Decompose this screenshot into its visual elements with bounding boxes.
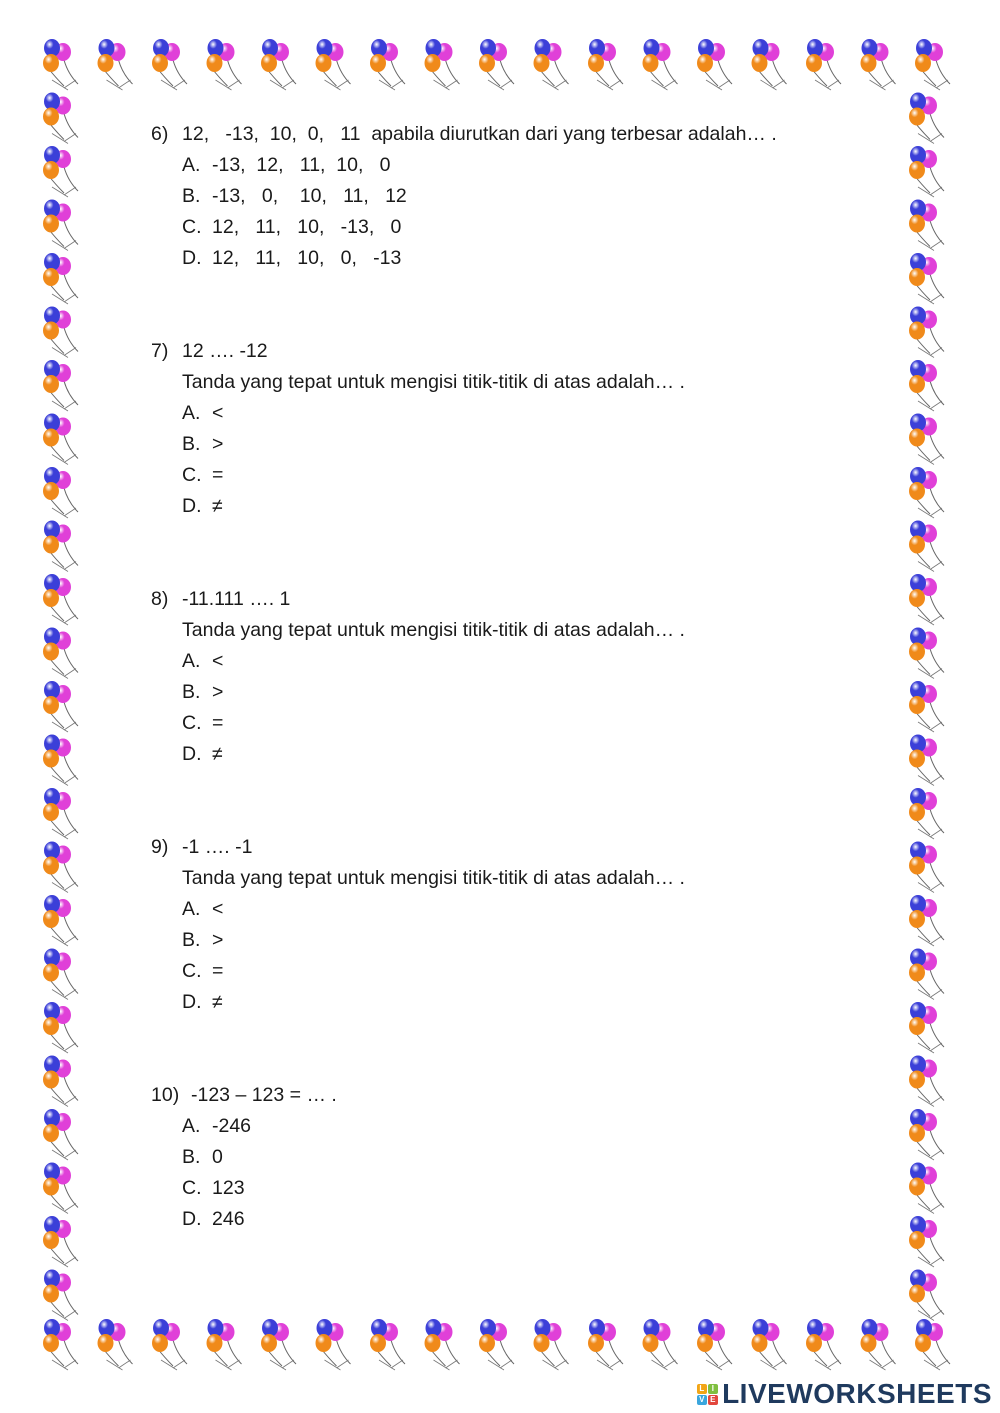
option-letter: B. xyxy=(182,1146,201,1168)
option-text: ≠ xyxy=(212,743,223,765)
option-letter: D. xyxy=(182,991,202,1013)
option-a[interactable] xyxy=(151,646,685,677)
balloon-cluster-icon xyxy=(43,146,78,197)
balloon-cluster-icon xyxy=(43,1163,78,1214)
balloon-cluster-icon xyxy=(534,39,569,90)
balloon-cluster-icon xyxy=(479,1319,514,1370)
option-b[interactable] xyxy=(151,429,685,460)
logo-letter: E xyxy=(708,1395,718,1405)
balloon-cluster-icon xyxy=(152,1319,187,1370)
logo-mark-icon xyxy=(697,1384,718,1405)
option-b[interactable] xyxy=(151,1142,337,1173)
option-text: > xyxy=(212,929,224,951)
question-number: 7) xyxy=(151,340,169,362)
option-c[interactable] xyxy=(151,956,685,987)
balloon-cluster-icon xyxy=(588,1319,623,1370)
balloon-cluster-icon xyxy=(861,39,896,90)
balloon-cluster-icon xyxy=(697,39,732,90)
option-c[interactable] xyxy=(151,212,777,243)
option-letter: C. xyxy=(182,960,202,982)
option-letter: C. xyxy=(182,712,202,734)
balloon-cluster-icon xyxy=(43,200,78,251)
balloon-cluster-icon xyxy=(909,1002,944,1053)
balloon-cluster-icon xyxy=(43,574,78,625)
balloon-cluster-icon xyxy=(909,414,944,465)
question-10 xyxy=(151,1080,337,1235)
balloon-cluster-icon xyxy=(909,574,944,625)
logo-letter: I xyxy=(708,1384,718,1394)
option-b[interactable] xyxy=(151,925,685,956)
balloon-cluster-icon xyxy=(43,253,78,304)
balloon-cluster-icon xyxy=(909,93,944,144)
balloon-cluster-icon xyxy=(43,1270,78,1321)
option-letter: A. xyxy=(182,650,201,672)
option-d[interactable] xyxy=(151,987,685,1018)
question-number: 9) xyxy=(151,836,169,858)
balloon-cluster-icon xyxy=(752,39,787,90)
balloon-cluster-icon xyxy=(43,93,78,144)
balloon-cluster-icon xyxy=(43,467,78,518)
option-text: 0 xyxy=(212,1146,223,1168)
option-d[interactable] xyxy=(151,491,685,522)
balloon-cluster-icon xyxy=(806,39,841,90)
option-text: = xyxy=(212,960,224,982)
balloon-cluster-icon xyxy=(207,39,242,90)
balloon-cluster-icon xyxy=(370,1319,405,1370)
balloon-cluster-icon xyxy=(261,1319,296,1370)
balloon-cluster-icon xyxy=(909,1216,944,1267)
balloon-cluster-icon xyxy=(425,1319,460,1370)
balloon-cluster-icon xyxy=(643,39,678,90)
balloon-cluster-icon xyxy=(425,39,460,90)
balloon-cluster-icon xyxy=(909,1109,944,1160)
option-b[interactable] xyxy=(151,677,685,708)
balloon-cluster-icon xyxy=(43,307,78,358)
option-d[interactable] xyxy=(151,1204,337,1235)
balloon-cluster-icon xyxy=(152,39,187,90)
balloon-cluster-icon xyxy=(370,39,405,90)
balloon-cluster-icon xyxy=(479,39,514,90)
balloon-cluster-icon xyxy=(909,1163,944,1214)
option-letter: D. xyxy=(182,247,202,269)
option-letter: C. xyxy=(182,216,202,238)
balloon-cluster-icon xyxy=(915,39,950,90)
question-6 xyxy=(151,119,777,274)
balloon-cluster-icon xyxy=(909,146,944,197)
balloon-cluster-icon xyxy=(43,39,78,90)
option-text: -13, 0, 10, 11, 12 xyxy=(212,185,407,207)
option-letter: B. xyxy=(182,185,201,207)
option-letter: B. xyxy=(182,929,201,951)
question-9 xyxy=(151,832,685,1018)
question-instruction: Tanda yang tepat untuk mengisi titik-titik di atas adalah… . xyxy=(182,619,685,641)
balloon-cluster-icon xyxy=(43,521,78,572)
option-text: 246 xyxy=(212,1208,245,1230)
question-text: 12, -13, 10, 0, 11 apabila diurutkan dari yang terbesar adalah… . xyxy=(182,123,777,145)
balloon-cluster-icon xyxy=(43,1056,78,1107)
balloon-cluster-icon xyxy=(43,895,78,946)
option-text: = xyxy=(212,464,224,486)
balloon-cluster-icon xyxy=(643,1319,678,1370)
option-text: 123 xyxy=(212,1177,245,1199)
balloon-cluster-icon xyxy=(98,39,133,90)
balloon-cluster-icon xyxy=(43,1319,78,1370)
balloon-cluster-icon xyxy=(43,842,78,893)
balloon-cluster-icon xyxy=(909,200,944,251)
balloon-cluster-icon xyxy=(43,1002,78,1053)
option-a[interactable] xyxy=(151,1111,337,1142)
balloon-cluster-icon xyxy=(43,949,78,1000)
question-text: 12 …. -12 xyxy=(182,340,268,362)
option-letter: A. xyxy=(182,1115,201,1137)
option-text: 12, 11, 10, -13, 0 xyxy=(212,216,402,238)
balloon-cluster-icon xyxy=(909,842,944,893)
brand-name: LIVEWORKSHEETS xyxy=(722,1378,992,1409)
balloon-cluster-icon xyxy=(909,628,944,679)
option-text: < xyxy=(212,650,224,672)
balloon-cluster-icon xyxy=(588,39,623,90)
question-number: 8) xyxy=(151,588,169,610)
logo-letter: L xyxy=(697,1384,707,1394)
balloon-cluster-icon xyxy=(909,681,944,732)
balloon-cluster-icon xyxy=(752,1319,787,1370)
balloon-cluster-icon xyxy=(261,39,296,90)
option-c[interactable] xyxy=(151,708,685,739)
option-text: ≠ xyxy=(212,495,223,517)
balloon-cluster-icon xyxy=(316,39,351,90)
question-8 xyxy=(151,584,685,770)
option-letter: D. xyxy=(182,743,202,765)
option-letter: A. xyxy=(182,402,201,424)
balloon-cluster-icon xyxy=(697,1319,732,1370)
option-b[interactable] xyxy=(151,181,777,212)
question-number: 10) xyxy=(151,1084,180,1106)
option-text: -246 xyxy=(212,1115,252,1137)
option-c[interactable] xyxy=(151,460,685,491)
option-letter: A. xyxy=(182,898,201,920)
option-text: < xyxy=(212,402,224,424)
option-a[interactable] xyxy=(151,894,685,925)
option-d[interactable] xyxy=(151,739,685,770)
balloon-cluster-icon xyxy=(909,1270,944,1321)
balloon-cluster-icon xyxy=(909,788,944,839)
question-instruction: Tanda yang tepat untuk mengisi titik-titik di atas adalah… . xyxy=(182,867,685,889)
balloon-cluster-icon xyxy=(316,1319,351,1370)
balloon-cluster-icon xyxy=(909,521,944,572)
balloon-cluster-icon xyxy=(909,467,944,518)
balloon-cluster-icon xyxy=(98,1319,133,1370)
logo-letter: V xyxy=(697,1395,707,1405)
option-letter: B. xyxy=(182,681,201,703)
liveworksheets-logo[interactable] xyxy=(697,1379,992,1409)
question-instruction: Tanda yang tepat untuk mengisi titik-titik di atas adalah… . xyxy=(182,371,685,393)
balloon-cluster-icon xyxy=(43,414,78,465)
balloon-cluster-icon xyxy=(43,628,78,679)
option-text: < xyxy=(212,898,224,920)
balloon-cluster-icon xyxy=(909,253,944,304)
option-c[interactable] xyxy=(151,1173,337,1204)
balloon-cluster-icon xyxy=(909,307,944,358)
option-text: > xyxy=(212,433,224,455)
balloon-cluster-icon xyxy=(43,1216,78,1267)
balloon-cluster-icon xyxy=(534,1319,569,1370)
question-7 xyxy=(151,336,685,522)
balloon-cluster-icon xyxy=(909,949,944,1000)
question-text: -1 …. -1 xyxy=(182,836,253,858)
option-a[interactable] xyxy=(151,150,777,181)
balloon-cluster-icon xyxy=(43,1109,78,1160)
balloon-cluster-icon xyxy=(43,788,78,839)
balloon-cluster-icon xyxy=(909,895,944,946)
question-text: -11.111 …. 1 xyxy=(182,588,291,610)
question-number: 6) xyxy=(151,123,169,145)
balloon-cluster-icon xyxy=(43,360,78,411)
option-letter: C. xyxy=(182,464,202,486)
option-text: > xyxy=(212,681,224,703)
option-d[interactable] xyxy=(151,243,777,274)
question-text: -123 – 123 = … . xyxy=(191,1084,337,1106)
option-letter: B. xyxy=(182,433,201,455)
balloon-cluster-icon xyxy=(909,360,944,411)
option-letter: D. xyxy=(182,495,202,517)
option-text: ≠ xyxy=(212,991,223,1013)
option-text: 12, 11, 10, 0, -13 xyxy=(212,247,402,269)
option-letter: A. xyxy=(182,154,201,176)
balloon-cluster-icon xyxy=(43,681,78,732)
option-text: = xyxy=(212,712,224,734)
option-letter: D. xyxy=(182,1208,202,1230)
balloon-cluster-icon xyxy=(909,1056,944,1107)
balloon-cluster-icon xyxy=(207,1319,242,1370)
balloon-cluster-icon xyxy=(909,735,944,786)
balloon-cluster-icon xyxy=(861,1319,896,1370)
option-text: -13, 12, 11, 10, 0 xyxy=(212,154,391,176)
option-a[interactable] xyxy=(151,398,685,429)
option-letter: C. xyxy=(182,1177,202,1199)
balloon-cluster-icon xyxy=(806,1319,841,1370)
balloon-cluster-icon xyxy=(915,1319,950,1370)
balloon-cluster-icon xyxy=(43,735,78,786)
